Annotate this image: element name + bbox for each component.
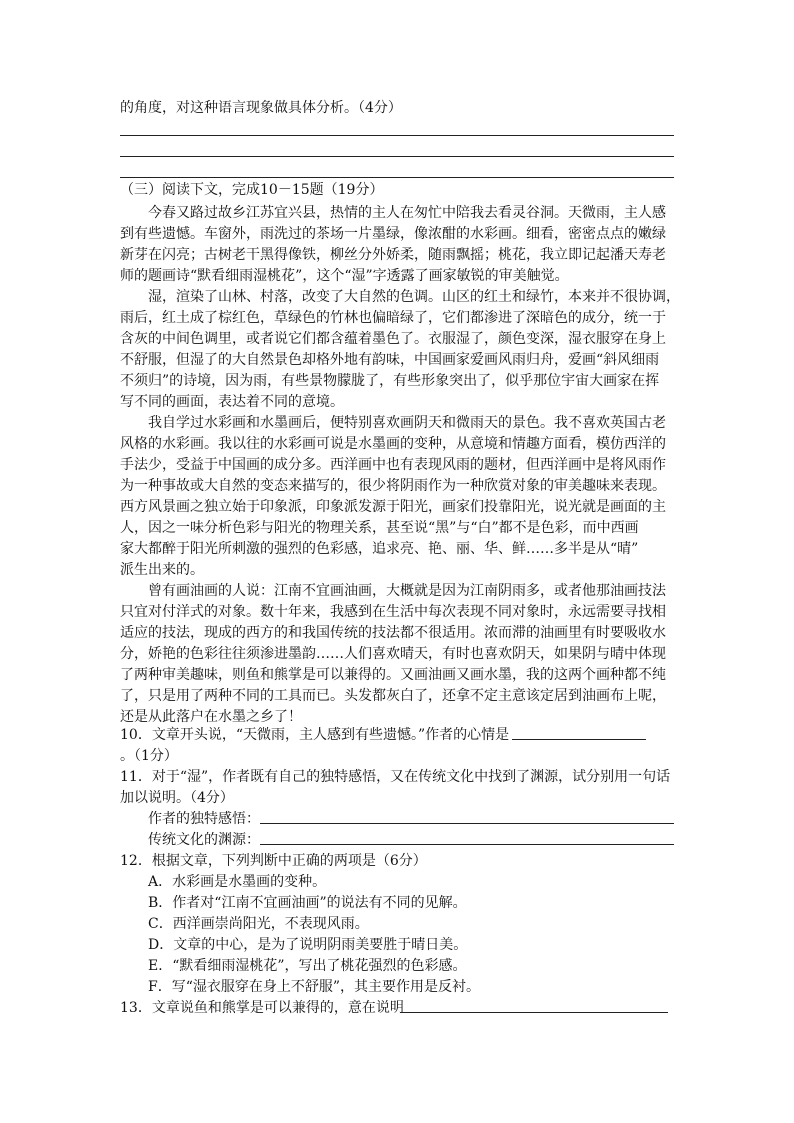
question-11-sub-label: 传统文化的渊源： xyxy=(148,832,260,848)
paragraph-3-line: 西方风景画之独立始于印象派，印象派发源于阳光，画家们投靠阳光，说光就是画面的主 xyxy=(120,499,666,515)
question-11-sub-label: 作者的独特感悟： xyxy=(148,811,260,827)
question-11-prompt: 11．对于“湿”，作者既有自己的独特感悟，又在传统文化中找到了渊源，试分别用一句话 xyxy=(120,769,671,785)
question-10-prompt: 10．文章开头说，“天微雨，主人感到有些遗憾。”作者的心情是 xyxy=(120,727,510,743)
paragraph-2-line: 含灰的中间色调里，或者说它们都含蕴着墨色了。衣服湿了，颜色变深，湿衣服穿在身上 xyxy=(120,331,666,347)
paragraph-4-line: 了，只是用了两种不同的工具而已。头发都灰白了，还拿不定主意该定居到油画布上呢， xyxy=(120,688,666,704)
paragraph-4-line: 分，娇艳的色彩往往须渗进墨韵……人们喜欢晴天，有时也喜欢阴天，如果阴与晴中体现 xyxy=(120,646,666,662)
question-12-option: C．西洋画崇尚阳光，不表现风雨。 xyxy=(148,916,369,932)
paragraph-3-line: 派生出来的。 xyxy=(120,562,204,578)
paragraph-3-line: 我自学过水彩画和水墨画后，便特别喜欢画阴天和微雨天的景色。我不喜欢英国古老 xyxy=(148,415,666,431)
question-12-option: A．水彩画是水墨画的变种。 xyxy=(148,874,327,890)
paragraph-4-line: 了两种审美趣味，则鱼和熊掌是可以兼得的。又画油画又画水墨，我的这两个画种都不纯 xyxy=(120,667,666,683)
section-heading: （三）阅读下文，完成10－15题（19分） xyxy=(120,182,384,198)
answer-line-1 xyxy=(120,135,674,136)
paragraph-3-line: 风格的水彩画。我以往的水彩画可说是水墨画的变种，从意境和情趣方面看，模仿西洋的 xyxy=(120,436,666,452)
paragraph-4-line: 只宜对付洋式的对象。数十年来，我感到在生活中每次表现不同对象时，永远需要寻找相 xyxy=(120,604,666,620)
paragraph-4-line: 曾有画油画的人说：江南不宜画油画，大概就是因为江南阴雨多，或者他那油画技法 xyxy=(148,583,666,599)
paragraph-4-line: 适应的技法，现成的西方的和我国传统的技法都不很适用。浓而滞的油画里有时要吸收水 xyxy=(120,625,666,641)
paragraph-3-line: 家大都醉于阳光所刺激的强烈的色彩感，追求亮、艳、丽、华、鲜……多半是从“晴” xyxy=(120,541,639,557)
paragraph-1-line: 师的题画诗“默看细雨湿桃花”，这个“湿”字透露了画家敏锐的审美触觉。 xyxy=(120,268,569,284)
paragraph-2-line: 湿，渲染了山林、村落，改变了大自然的色调。山区的红土和绿竹，本来并不很协调， xyxy=(148,289,680,305)
paragraph-3-line: 人，因之一味分析色彩与阳光的物理关系，甚至说“黑”与“白”都不是色彩，而中西画 xyxy=(120,520,639,536)
paragraph-2-line: 不舒服，但湿了的大自然景色却格外地有韵味，中国画家爱画风雨归舟，爱画“斜风细雨 xyxy=(120,352,660,368)
question-12-option: D．文章的中心，是为了说明阴雨美要胜于晴日美。 xyxy=(148,937,468,953)
paragraph-2-line: 不须归”的诗境，因为雨，有些景物朦胧了，有些形象突出了，似乎那位宇宙大画家在挥 xyxy=(120,373,660,389)
question-10-answer-blank[interactable] xyxy=(512,739,646,740)
answer-line-2 xyxy=(120,156,674,157)
answer-line-3 xyxy=(120,177,674,178)
paragraph-3-line: 手法少，受益于中国画的成分多。西洋画中也有表现风雨的题材，但西洋画中是将风雨作 xyxy=(120,457,666,473)
paragraph-3-line: 为一种事故或大自然的变态来描写的，很少将阴雨作为一种欣赏对象的审美趣味来表现。 xyxy=(120,478,666,494)
previous-question-tail: 的角度，对这种语言现象做具体分析。（4分） xyxy=(120,100,402,116)
question-12-option: E．“默看细雨湿桃花”，写出了桃花强烈的色彩感。 xyxy=(148,958,467,974)
paragraph-1-line: 新芽在闪亮；古树老干黑得像铁，柳丝分外娇柔，随雨飘摇；桃花，我立即记起潘天寿老 xyxy=(120,247,666,263)
question-12-prompt: 12．根据文章，下列判断中正确的两项是（6分） xyxy=(120,853,427,869)
question-12-option: F．写“湿衣服穿在身上不舒服”，其主要作用是反衬。 xyxy=(148,979,481,995)
question-11-answer-blank[interactable] xyxy=(260,823,674,824)
question-13-prompt: 13．文章说鱼和熊掌是可以兼得的，意在说明 xyxy=(120,1000,404,1016)
paragraph-2-line: 雨后，红土成了棕红色，草绿色的竹林也偏暗绿了，它们都渗进了深暗色的成分，统一于 xyxy=(120,310,666,326)
question-11-prompt-cont: 加以说明。（4分） xyxy=(120,790,234,806)
question-12-option: B．作者对“江南不宜画油画”的说法有不同的见解。 xyxy=(148,895,467,911)
paragraph-4-line: 还是从此落户在水墨之乡了！ xyxy=(120,709,302,725)
paragraph-1-line: 到有些遗憾。车窗外，雨洗过的茶场一片墨绿，像浓酣的水彩画。细看，密密点点的嫩绿 xyxy=(120,226,666,242)
question-11-answer-blank[interactable] xyxy=(260,844,674,845)
question-10-score: 。（1分） xyxy=(120,748,178,764)
question-13-answer-blank[interactable] xyxy=(400,1012,668,1013)
paragraph-2-line: 写不同的画面，表达着不同的意境。 xyxy=(120,394,344,410)
paragraph-1-line: 今春又路过故乡江苏宜兴县，热情的主人在匆忙中陪我去看灵谷洞。天微雨，主人感 xyxy=(148,205,666,221)
